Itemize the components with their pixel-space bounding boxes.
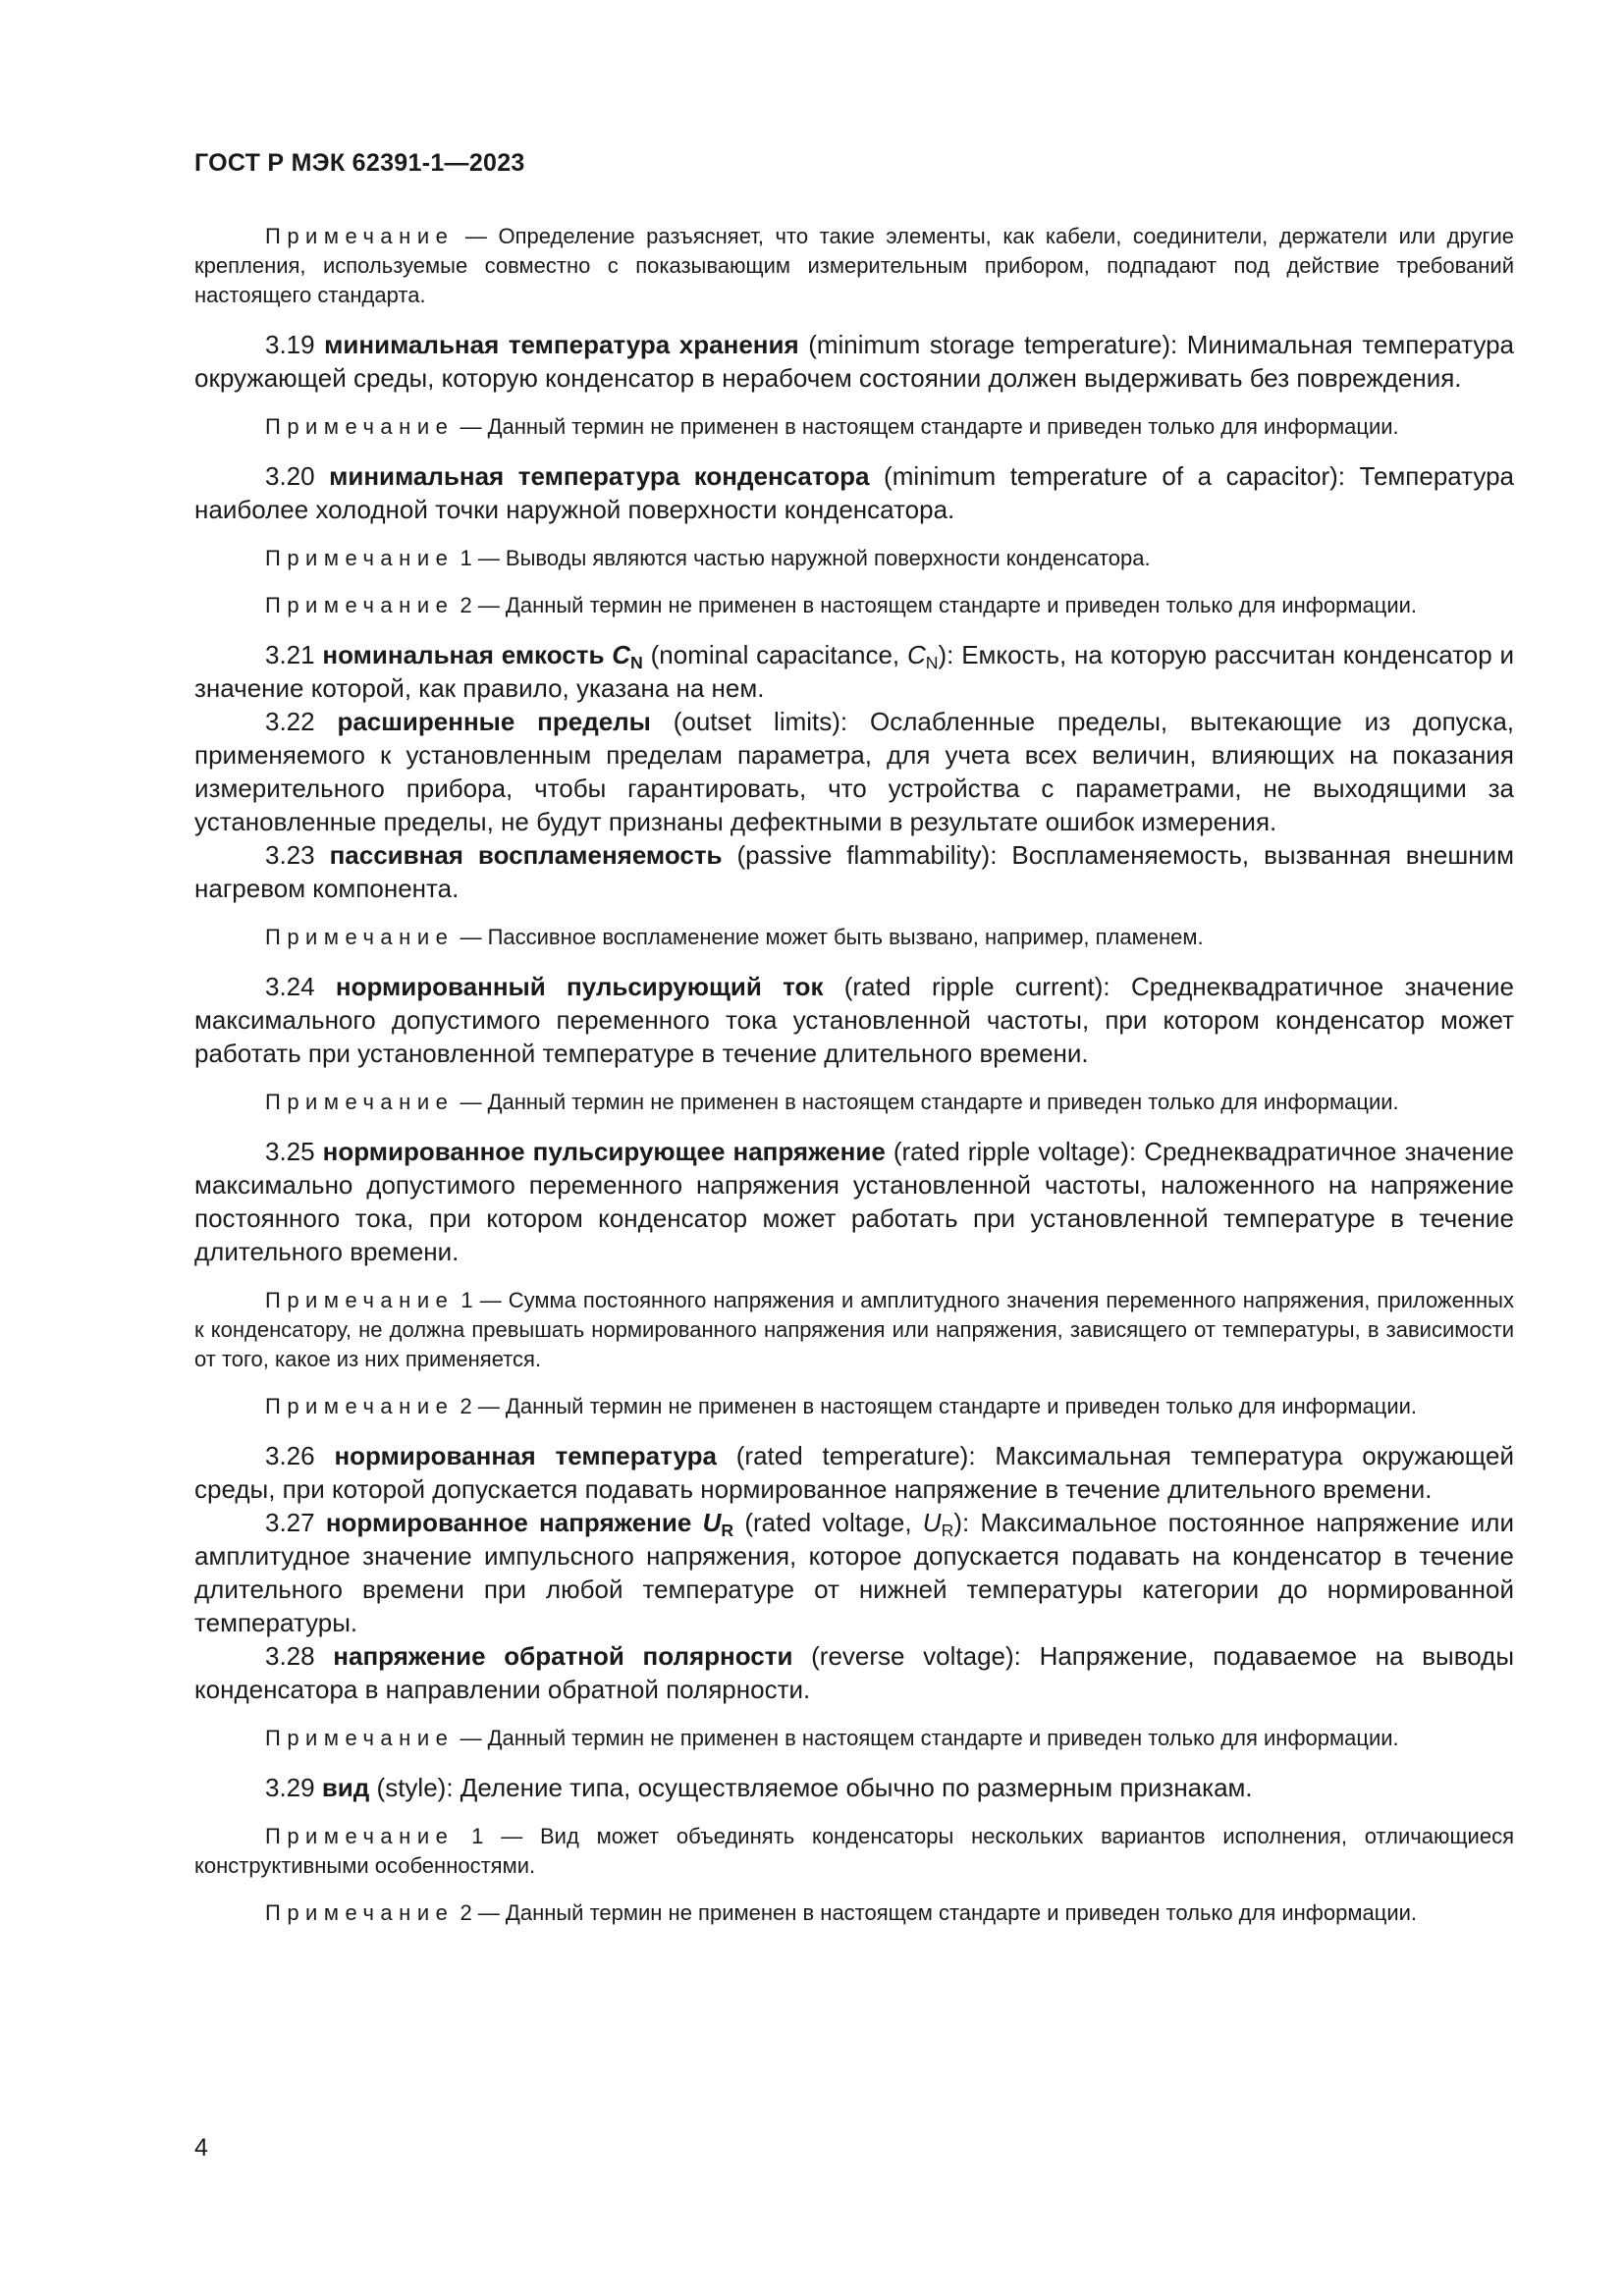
definition-number: 3.27 xyxy=(265,1508,326,1537)
definition-number: 3.25 xyxy=(265,1137,323,1166)
note-2 xyxy=(194,1898,1514,1928)
note-1 xyxy=(194,1286,1514,1374)
note-label: Примечание xyxy=(265,1288,455,1312)
document-header: ГОСТ Р МЭК 62391-1—2023 xyxy=(194,149,525,177)
definition-3-23 xyxy=(194,838,1514,905)
definition-number: 3.29 xyxy=(265,1773,322,1802)
definition-term: минимальная температура конденсатора xyxy=(329,461,870,491)
note-label: Примечание xyxy=(265,1394,455,1418)
note xyxy=(194,1088,1514,1117)
definition-text: (style): Деление типа, осуществляемое обычно по размерным признакам. xyxy=(369,1773,1253,1802)
definition-3-29 xyxy=(194,1771,1514,1804)
definition-number: 3.22 xyxy=(265,707,338,736)
definition-text: (reverse voltage): Напряжение, подаваемое на выводы конденсатора в направлении обратной полярности. xyxy=(194,1641,1515,1704)
note-text: — Определение разъясняет, что такие элементы, как кабели, соединители, держатели или другие крепления, используемые совместно с показывающим измерительным прибором, подпадают под действие требований настоящего стандарта. xyxy=(194,224,1514,307)
definition-text: (minimum storage temperature): Минимальная температура окружающей среды, которую конденсатор в нерабочем состоянии должен выдерживать без повреждения. xyxy=(194,330,1514,393)
definition-term: нормированное напряжение xyxy=(325,1508,692,1537)
symbol-subscript: R xyxy=(721,1520,734,1540)
note-number: 1 xyxy=(454,1824,484,1848)
definition-term: нормированный пульсирующий ток xyxy=(335,972,824,1001)
definition-3-26 xyxy=(194,1439,1514,1506)
note-2 xyxy=(194,1392,1514,1421)
note-label: Примечание xyxy=(265,1824,455,1848)
note-text: — Данный термин не применен в настоящем стандарте и приведен только для информации. xyxy=(471,1900,1418,1925)
definition-text: (nominal capacitance, xyxy=(642,640,907,669)
definition-number: 3.24 xyxy=(265,972,336,1001)
symbol: C xyxy=(906,640,926,669)
definition-text: ): Максимальное постоянное напряжение или амплитудное значение импульсного напряжения, которое допускается подавать на конденсатор в течение длительного времени при любой температуре от нижней температуры категории до нормированной температуры. xyxy=(194,1508,1514,1637)
definition-3-21 xyxy=(194,638,1514,705)
note-number: 1 xyxy=(454,546,472,570)
definition-number: 3.28 xyxy=(265,1641,334,1671)
note-label: Примечание xyxy=(265,414,455,439)
definition-term: напряжение обратной полярности xyxy=(333,1641,793,1671)
note-number: 1 xyxy=(454,1288,473,1312)
definition-3-28 xyxy=(194,1639,1514,1706)
note-text: — Данный термин не применен в настоящем стандарте и приведен только для информации. xyxy=(454,414,1399,439)
note-text: — Данный термин не применен в настоящем стандарте и приведен только для информации. xyxy=(454,1090,1399,1114)
note-label: Примечание xyxy=(265,224,455,248)
note-text: — Выводы являются частью наружной поверхности конденсатора. xyxy=(471,546,1151,570)
definition-term: расширенные пределы xyxy=(337,707,651,736)
definition-term: нормированное пульсирующее напряжение xyxy=(322,1137,886,1166)
note-label: Примечание xyxy=(265,593,455,617)
note xyxy=(194,1724,1514,1753)
note xyxy=(194,222,1514,310)
note-number: 2 xyxy=(454,1900,472,1925)
definition-term: минимальная температура хранения xyxy=(324,330,799,359)
note-number: 2 xyxy=(454,593,472,617)
note-text: — Данный термин не применен в настоящем стандарте и приведен только для информации. xyxy=(454,1726,1399,1750)
note-number: 2 xyxy=(454,1394,472,1418)
definition-text: (outset limits): Ослабленные пределы, вытекающие из допуска, применяемого к установленным пределам параметра, для учета всех величин, влияющих на показания измерительного прибора, чтобы гарантировать, что устройства с параметрами, не выходящими за установленные пределы, не будут признаны дефектными в результате ошибок измерения. xyxy=(194,707,1515,836)
definition-text: (minimum temperature of a capacitor): Температура наиболее холодной точки наружной поверхности конденсатора. xyxy=(194,461,1515,524)
definition-number: 3.26 xyxy=(265,1441,335,1470)
definition-number: 3.23 xyxy=(265,840,330,870)
definition-text: (rated ripple voltage): Среднеквадратичное значение максимально допустимого переменного напряжения установленной частоты, наложенного на напряжение постоянного тока, при котором конденсатор может работать при установленной температуре в течение длительного времени. xyxy=(194,1137,1514,1266)
definition-text: (rated temperature): Максимальная температура окружающей среды, при которой допускается подавать нормированное напряжение в течение длительного времени. xyxy=(194,1441,1514,1504)
note-text: — Вид может объединять конденсаторы нескольких вариантов исполнения, отличающиеся конструктивными особенностями. xyxy=(194,1824,1514,1878)
definition-number: 3.19 xyxy=(265,330,325,359)
document-body xyxy=(194,222,1514,1928)
note-label: Примечание xyxy=(265,1090,455,1114)
symbol-subscript: N xyxy=(925,652,939,672)
definition-term: вид xyxy=(321,1773,370,1802)
definition-3-22 xyxy=(194,705,1514,838)
definition-number: 3.21 xyxy=(265,640,323,669)
definition-3-20 xyxy=(194,459,1514,526)
note xyxy=(194,923,1514,952)
definition-3-27 xyxy=(194,1506,1514,1639)
definition-term: нормированная температура xyxy=(334,1441,717,1470)
definition-term: пассивная воспламеняемость xyxy=(329,840,723,870)
note-2 xyxy=(194,591,1514,620)
symbol-subscript: R xyxy=(941,1520,954,1540)
note-text: — Пассивное воспламенение может быть вызвано, например, пламенем. xyxy=(454,925,1204,949)
note-1 xyxy=(194,544,1514,573)
definition-3-25 xyxy=(194,1135,1514,1268)
definition-3-19 xyxy=(194,328,1514,395)
symbol: C xyxy=(612,640,631,669)
definition-text: ): Емкость, на которую рассчитан конденсатор и значение которой, как правило, указана на нем. xyxy=(194,640,1514,703)
note-text: — Сумма постоянного напряжения и амплитудного значения переменного напряжения, приложенных к конденсатору, не должна превышать нормированного напряжения или напряжения, зависящего от температуры, в зависимости от того, какое из них применяется. xyxy=(194,1288,1514,1371)
note-1 xyxy=(194,1822,1514,1881)
page-number: 4 xyxy=(194,2134,208,2162)
note-text: — Данный термин не применен в настоящем стандарте и приведен только для информации. xyxy=(471,593,1418,617)
definition-text: (rated voltage, xyxy=(733,1508,923,1537)
note-label: Примечание xyxy=(265,1726,455,1750)
symbol: U xyxy=(702,1508,722,1537)
definition-text: (passive flammability): Воспламеняемость, вызванная внешним нагревом компонента. xyxy=(194,840,1514,903)
definition-number: 3.20 xyxy=(265,461,330,491)
definition-text: (rated ripple current): Среднеквадратичное значение максимального допустимого переменного тока установленной частоты, при котором конденсатор может работать при установленной температуре в течение длительного времени. xyxy=(194,972,1514,1068)
symbol: U xyxy=(922,1508,942,1537)
definition-term: номинальная емкость xyxy=(322,640,605,669)
note-label: Примечание xyxy=(265,1900,455,1925)
note-label: Примечание xyxy=(265,925,455,949)
note-text: — Данный термин не применен в настоящем стандарте и приведен только для информации. xyxy=(471,1394,1418,1418)
symbol-subscript: N xyxy=(630,652,643,672)
note-label: Примечание xyxy=(265,546,455,570)
definition-3-24 xyxy=(194,970,1514,1070)
note xyxy=(194,412,1514,442)
